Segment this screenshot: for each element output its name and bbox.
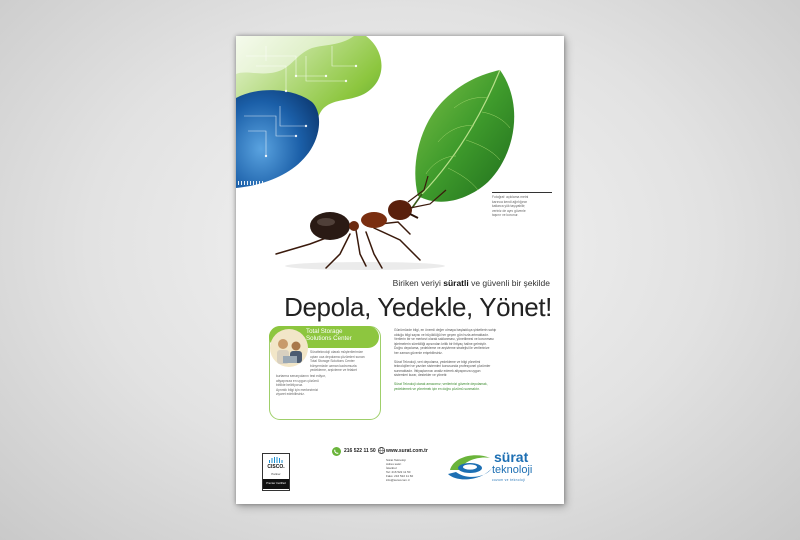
headline: Depola, Yedekle, Yönet! — [284, 292, 552, 322]
caption-line: Fotoğraf: açıklama metni — [492, 195, 529, 199]
tagline: Biriken veriyi süratli ve güvenli bir şekilde — [392, 278, 550, 288]
phone-number: 216 522 11 50 — [344, 448, 376, 454]
cisco-sub1: Partner — [271, 472, 281, 476]
total-storage-body-top: Süratteknoloji olarak müşterilerimize uçtan uca depolama çözümleri sunan Total Storage Solutions Center bünyemizde uzman kadromuzla yedekleme, arşivleme ve felaket — [310, 350, 365, 373]
phone-icon — [332, 447, 341, 456]
body-text: Günümüzde bilgi, en önemli değer olmaya başladıkça şirketlerin sahip olduğu bilgi sayısı ve büyüklüğü her geçen gün hızla artmaktadır. Verilerin bir ve merkezi olarak saklanması, yönetilmesi ve korunması işletmelerin sürekliliği açısından kritik bir ihtiyaç haline gelmiştir. Doğru depolama, yedekleme ve arşivleme stratejisi ile verilerinize her zaman güvenle erişebilirsiniz. Sürat Teknoloji, veri depolama, yedekleme ve bilgi yönetimi teknolojileri ve yazılım sistemleri konusunda profesyonel çözümler sunmaktadır. İhtiyaçlarınızı analiz ederek altyapınıza uygun sistemleri kurar, destekler ve yönetir. Sürat Teknoloji olarak amacımız; verilerinizi güvenle depolamak, yedeklemek ve yönetmek için en doğru çözümü sunmaktır. — [394, 328, 497, 391]
brand-name: sürat — [494, 449, 529, 465]
ant-illustration — [270, 174, 460, 272]
caption-line: veriniz de aynı güvenle — [492, 208, 526, 213]
cisco-text: CISCO. — [267, 464, 285, 470]
website: www.surat.com.tr — [386, 448, 428, 454]
surat-logo-swirl — [446, 450, 494, 484]
globe-icon — [378, 447, 385, 454]
photo-caption — [492, 192, 552, 218]
brand-slogan: cozum ve teknoloji — [492, 478, 526, 482]
brand-sub: teknoloji — [492, 464, 533, 476]
cisco-badge — [262, 453, 290, 491]
total-storage-title: Total Storage Solutions Center — [306, 328, 352, 342]
cisco-bars-icon — [268, 457, 284, 463]
address-block: Sürat Teknoloji Adres satırı İstanbul Tel: 216 522 11 50 Faks: 216 522 11 60 info@surat.com.tr — [386, 458, 414, 482]
caption-line: karınca kendi ağırlığının — [492, 199, 528, 204]
caption-line: katlarca yük taşıyabilir; — [492, 204, 526, 209]
cisco-sub2: Premier Certified — [266, 482, 286, 485]
total-storage-body-bottom: kurtarma senaryolarını test ediyor, altyapınıza en uygun çözümü birlikte belirliyoruz. Ayrıntılı bilgi için merkezimizi ziyaret edebilirsiniz. — [276, 374, 326, 397]
people-photo — [269, 328, 309, 368]
caption-line: taşınır ve korunur. — [492, 213, 519, 218]
magazine-page — [236, 36, 564, 504]
